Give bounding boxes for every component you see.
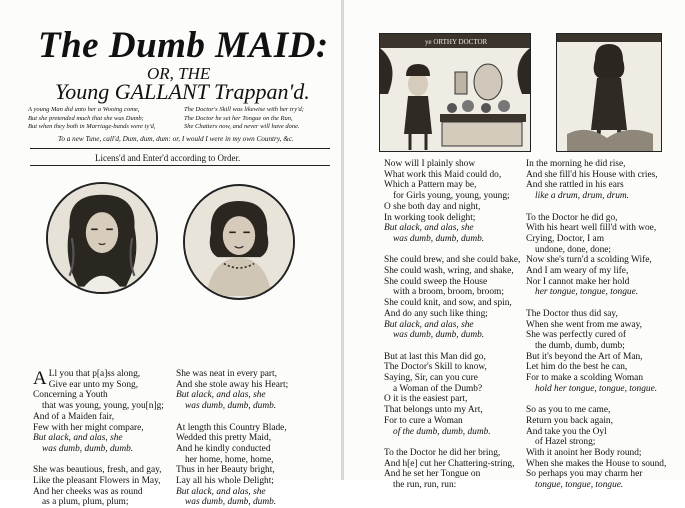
- summary-line: She Chatters now, and never will have done.: [184, 123, 300, 130]
- verse-line: She could brew, and she could bake,: [384, 255, 521, 266]
- verse-line: And h[e] cut her Chattering-string,: [384, 458, 515, 469]
- verse-line: And take you the Oyl: [526, 426, 607, 437]
- verse-line: But alack, and alas, she: [33, 433, 123, 444]
- portrait-young-man: [46, 182, 158, 294]
- verse-line: For to cure a Woman: [384, 415, 463, 426]
- verse-line: She was beautious, fresh, and gay,: [33, 465, 162, 476]
- verse-line: But at last this Man did go,: [384, 351, 486, 362]
- verse-line: Return you back again,: [526, 415, 613, 426]
- verse-line: as a plum, plum, plum;: [42, 497, 129, 508]
- verse-line: Saying, Sir, can you cure: [384, 373, 478, 384]
- verse-line: the dumb, dumb, dumb;: [535, 340, 625, 351]
- verse-line: And she fill'd his House with cries,: [526, 169, 658, 180]
- verse-line: But alack, and alas, she: [384, 223, 474, 234]
- verse-line: So perhaps you may charm her: [526, 469, 643, 480]
- verse-line: And he set her Tongue on: [384, 469, 481, 480]
- verse-line: What work this Maid could do,: [384, 169, 502, 180]
- divider-rule: [30, 165, 330, 166]
- stanza-break: [526, 202, 666, 213]
- summary-line: But she pretended much that she was Dumb;: [28, 114, 144, 122]
- verse-line: And her cheeks was as round: [33, 486, 143, 497]
- verse-line: O she both day and night,: [384, 201, 481, 212]
- verse-line: She could knit, and sow, and spin,: [384, 298, 512, 309]
- verse-line: When she makes the House to sound,: [526, 458, 667, 469]
- verse-line: was dumb, dumb, dumb.: [185, 497, 277, 508]
- divider-rule: [30, 148, 330, 149]
- verse-line: And she stole away his Heart;: [176, 379, 289, 390]
- shop-sign-text: ye ORTHY DOCTOR: [425, 38, 488, 46]
- portrait-maid: [183, 184, 295, 300]
- verse-line: was dumb, dumb, dumb.: [393, 233, 485, 244]
- stanza-break: [176, 412, 288, 423]
- stanza-break: [384, 245, 520, 256]
- ballad-title: The Dumb MAID:: [38, 25, 329, 66]
- verse-line: But alack, and alas, she: [384, 319, 474, 330]
- verse-line: with a broom, broom, broom;: [393, 287, 504, 298]
- stanza-break: [526, 394, 666, 405]
- verse-line: With it anoint her Body round;: [526, 447, 642, 458]
- verse-line: That belongs unto my Art,: [384, 405, 483, 416]
- verse-line: Give ear unto my Song,: [48, 379, 139, 390]
- stanza-break: [526, 298, 666, 309]
- verse-column-3: [384, 159, 520, 491]
- summary-line: But when they both in Marriage-bands were ty'd,: [28, 123, 156, 130]
- verse-line: Crying, Doctor, I am: [526, 233, 604, 244]
- verse-line: was dumb, dumb, dumb.: [42, 443, 134, 454]
- verse-line: Like the pleasant Flowers in May,: [33, 476, 161, 487]
- verse-line: So as you to me came,: [526, 405, 611, 416]
- verse-line: At length this Country Blade,: [176, 422, 287, 433]
- verse-line: for Girls young, young, young;: [393, 191, 510, 202]
- verse-line: Let him do the best he can,: [526, 362, 628, 373]
- verse-line: of Hazel strong;: [535, 437, 596, 448]
- verse-line: She was perfectly cured of: [526, 330, 626, 341]
- verse-line: When she went from me away,: [526, 319, 643, 330]
- verse-line: To the Doctor he did go,: [526, 212, 618, 223]
- verse-line: Ll you that p[a]ss along,: [48, 369, 141, 379]
- verse-line: tongue, tongue, tongue.: [535, 480, 624, 491]
- verse-line: Wedded this pretty Maid,: [176, 433, 272, 444]
- verse-line: was dumb, dumb, dumb.: [393, 330, 485, 341]
- licence-line: Licens'd and Enter'd according to Order.: [95, 153, 241, 163]
- verse-line: hold her tongue, tongue, tongue.: [535, 383, 658, 394]
- verse-line: In working took delight;: [384, 212, 476, 223]
- verse-line: was dumb, dumb, dumb.: [185, 401, 277, 412]
- verse-line: And I am weary of my life,: [526, 266, 629, 277]
- verse-line: And she rattled in his ears: [526, 180, 624, 191]
- verse-line: Now will I plainly show: [384, 159, 476, 169]
- verse-line: Lay all his whole Delight;: [176, 476, 274, 487]
- verse-line: undone, done, done;: [535, 244, 612, 255]
- verse-line: But alack, and alas, she: [176, 486, 266, 497]
- verse-line: her tongue, tongue, tongue.: [535, 287, 639, 298]
- verse-line: like a drum, drum, drum.: [535, 191, 630, 202]
- summary-line: The Doctor he set her Tongue on the Run,: [184, 114, 293, 122]
- woodcut-doctor-shop: [379, 33, 531, 152]
- woodcut-man-figure: [556, 33, 662, 152]
- stanza-break: [33, 455, 164, 466]
- verse-line: But alack, and alas, she: [176, 390, 266, 401]
- verse-line: Thus in her Beauty bright,: [176, 465, 275, 476]
- tune-line: To a new Tune, call'd, Dum, dum, dum: or, I would I were in my own Country, &c.: [58, 135, 294, 143]
- ballad-subtitle-or-the: OR, THE: [147, 64, 211, 83]
- verse-line: Few with her might compare,: [33, 422, 144, 433]
- verse-column-4: [526, 159, 666, 491]
- verse-line: In the morning he did rise,: [526, 159, 626, 169]
- verse-line: To the Doctor he did her bring,: [384, 447, 501, 458]
- verse-column-2: [176, 369, 288, 508]
- summary-line: A young Man did unto her a Wooing come,: [28, 106, 140, 113]
- verse-line: her home, home, home,: [185, 454, 274, 465]
- verse-line: Now she's turn'd a scolding Wife,: [526, 255, 652, 266]
- ballad-subtitle: Young GALLANT Trappan'd.: [55, 79, 310, 104]
- verse-line: The Doctor thus did say,: [526, 308, 618, 319]
- verse-line: Which a Pattern may be,: [384, 180, 477, 191]
- summary-left: [28, 106, 156, 132]
- verse-line: And do any such like thing;: [384, 308, 488, 319]
- verse-line: She was neat in every part,: [176, 369, 278, 379]
- verse-line: But it's beyond the Art of Man,: [526, 351, 643, 362]
- verse-line: She could wash, wring, and shake,: [384, 266, 514, 277]
- verse-line: the run, run, run:: [393, 480, 457, 491]
- drop-cap: A: [33, 368, 47, 389]
- stanza-break: [384, 437, 520, 448]
- summary-line: The Doctor's Skill was likewise with her try'd;: [184, 106, 304, 113]
- verse-line: She could sweep the House: [384, 276, 488, 287]
- page-gutter: [341, 0, 344, 480]
- verse-line: Concerning a Youth: [33, 390, 108, 401]
- verse-line: Nor I cannot make her hold: [526, 276, 630, 287]
- verse-line: With his heart well fill'd with woe,: [526, 223, 657, 234]
- verse-line: a Woman of the Dumb?: [393, 383, 483, 394]
- verse-column-1: [33, 369, 164, 508]
- summary-right: [184, 106, 304, 132]
- verse-line: O it is the easiest part,: [384, 394, 468, 405]
- verse-line: of the dumb, dumb, dumb.: [393, 426, 491, 437]
- verse-line: For to make a scolding Woman: [526, 373, 644, 384]
- verse-line: The Doctor's Skill to know,: [384, 362, 487, 373]
- verse-line: And of a Maiden fair,: [33, 411, 115, 422]
- verse-line: And he kindly conducted: [176, 443, 271, 454]
- stanza-break: [384, 341, 520, 352]
- verse-line: that was young, young, you[n]g;: [42, 401, 164, 412]
